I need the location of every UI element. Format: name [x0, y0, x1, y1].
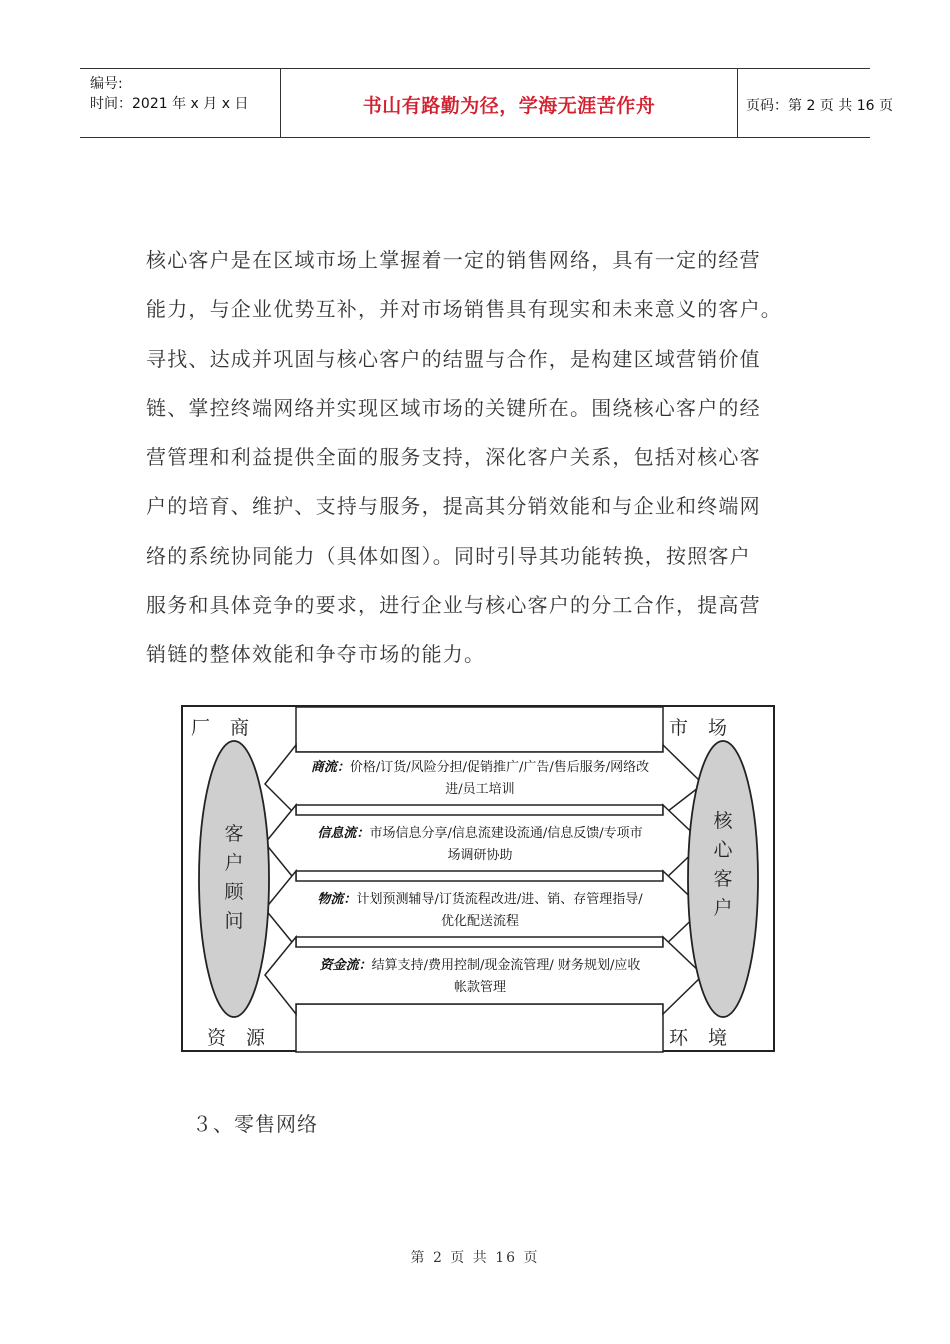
document-header	[80, 68, 893, 138]
flow-commerce-text	[275, 757, 685, 801]
right-ellipse-label: 核心客户	[713, 810, 733, 919]
flow-logistics-line1: 计划预测辅导/订货流程改进/进、销、存管理指导/	[356, 892, 643, 907]
bottom-box	[296, 1004, 663, 1052]
number-label: 编号:	[90, 76, 123, 92]
flow-capital-line2: 帐款管理	[453, 980, 506, 995]
flow-information-text	[275, 823, 685, 867]
paragraph-line: 营管理和利益提供全面的服务支持，深化客户关系，包括对核心客	[146, 445, 761, 470]
paragraph-line: 链、掌控终端网络并实现区域市场的关键所在。围绕核心客户的经	[146, 395, 761, 420]
flow-commerce-line2: 进/员工培训	[445, 782, 515, 797]
left-ellipse-label: 客户顾问	[224, 823, 244, 932]
flow-information-title: 信息流：	[317, 826, 370, 841]
section-heading: ３、零售网络	[192, 1112, 318, 1136]
body-paragraph	[146, 236, 806, 680]
header-page-label: 页码：第 2 页 共 16 页	[746, 98, 893, 114]
corner-bottom-left: 资源	[207, 1027, 286, 1049]
corner-top-left: 厂商	[191, 717, 270, 739]
flow-capital-title: 资金流：	[319, 958, 372, 973]
corner-top-right: 市场	[669, 717, 748, 739]
top-box	[296, 707, 663, 752]
flow-capital-line1: 结算支持/费用控制/现金流管理/ 财务规划/应收	[371, 958, 641, 973]
flow-logistics-line2: 优化配送流程	[440, 914, 519, 929]
flow-logistics-text	[275, 889, 685, 933]
flow-commerce-title: 商流：	[310, 760, 350, 775]
corner-bottom-right: 环境	[669, 1027, 748, 1049]
paragraph-line: 销链的整体效能和争夺市场的能力。	[146, 642, 486, 667]
paragraph-line: 能力，与企业优势互补，并对市场销售具有现实和未来意义的客户。	[146, 297, 782, 322]
page-footer: 第 2 页 共 16 页	[410, 1250, 540, 1266]
time-label: 时间：2021 年 x 月 x 日	[90, 96, 249, 112]
header-motto: 书山有路勤为径，学海无涯苦作舟	[362, 95, 656, 117]
header-center-cell	[281, 69, 738, 137]
flow-information-line1: 市场信息分享/信息流建设流通/信息反馈/专项市	[369, 826, 643, 841]
paragraph-line: 寻找、达成并巩固与核心客户的结盟与合作，是构建区域营销价值	[146, 346, 761, 371]
flow-commerce-line1: 价格/订货/风险分担/促销推广/广告/售后服务/网络改	[349, 760, 650, 775]
paragraph-line: 服务和具体竞争的要求，进行企业与核心客户的分工合作，提高营	[146, 593, 761, 618]
flow-capital-text	[275, 955, 685, 999]
header-left-cell	[80, 69, 281, 137]
paragraph-line: 络的系统协同能力（具体如图）。同时引导其功能转换，按照客户	[146, 543, 751, 568]
core-customer-diagram	[181, 705, 775, 1052]
flow-information-line2: 场调研协助	[447, 848, 513, 863]
paragraph-line: 核心客户是在区域市场上掌握着一定的销售网络，具有一定的经营	[146, 248, 761, 272]
paragraph-line: 户的培育、维护、支持与服务，提高其分销效能和与企业和终端网	[146, 494, 761, 519]
header-right-cell	[738, 69, 893, 137]
flow-logistics-title: 物流：	[317, 892, 357, 907]
